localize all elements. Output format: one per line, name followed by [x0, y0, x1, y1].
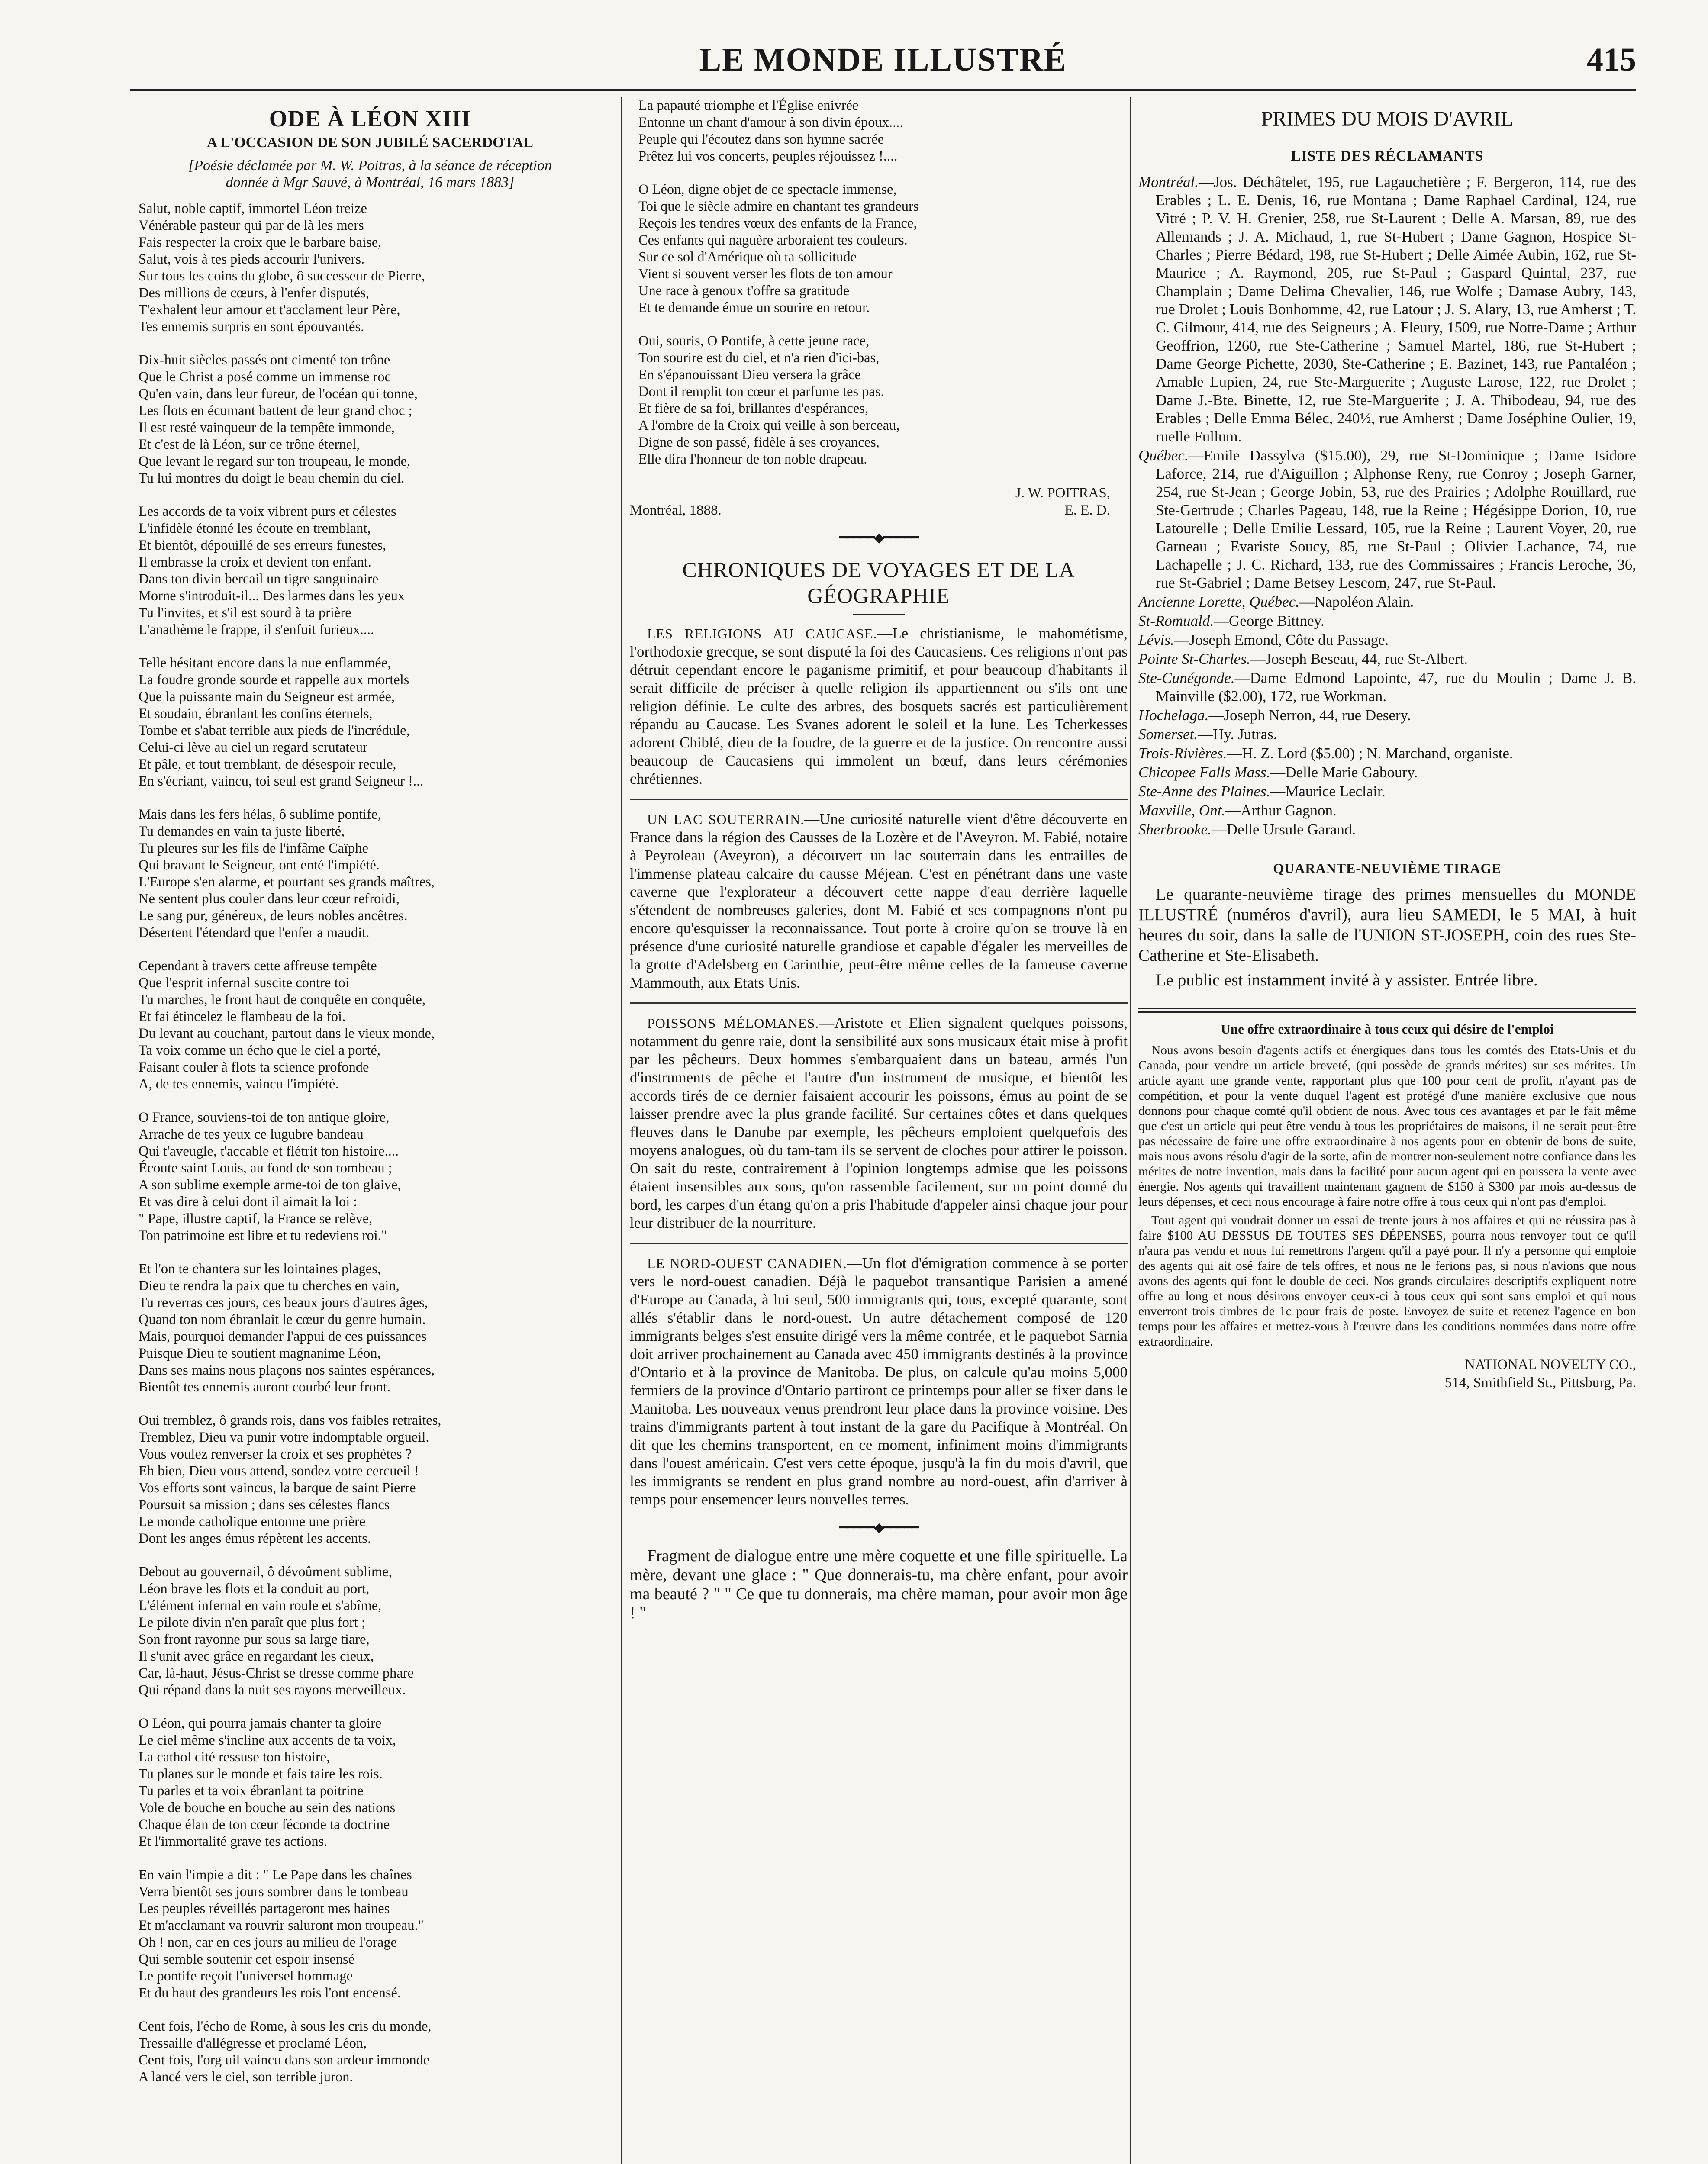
stanza [139, 1412, 610, 1547]
verse-line: Telle hésitant encore dans la nue enflammée, [139, 655, 391, 671]
stanza [139, 503, 610, 638]
primes-title: PRIMES DU MOIS D'AVRIL [1261, 107, 1514, 130]
verse-line: Arrache de tes yeux ce lugubre bandeau [139, 1127, 364, 1143]
verse-line: Toi que le siècle admire en chantant tes grandeurs [638, 199, 919, 214]
fragment-dialogue: Fragment de dialogue entre une mère coquette et une fille spirituelle. La mère, devant une glace : " Que donnerais-tu, ma chère enfant, pour avoir ma beauté ? " " Ce que tu donnerais, ma chère maman, pour avoir mon âge ! " [630, 1547, 1128, 1622]
entry-names: —Napoléon Alain. [1299, 593, 1414, 610]
verse-line: Eh bien, Dieu vous attend, sondez votre cercueil ! [139, 1463, 419, 1479]
verse-line: Il embrasse la croix et devient ton enfant. [139, 554, 371, 570]
stanza [139, 2018, 610, 2086]
offer-paragraph: Nous avons besoin d'agents actifs et énergiques dans tous les comtés des Etats-Unis et du Canada, pour vendre un article breveté, (qui possède de grands mérites) sur ses mérites. Un article ayant une grande vente, rapportant plus que 100 pour cent de profit, n'ayant pas de compétition, et pour la vente duquel l'agent est protégé d'une manière exclusive que nous donnons pour chaque comté qu'il obtient de nous. Avec tous ces avantages et par le fait même que c'est un article qui peut être vendu à tous les propriétaires de maisons, il ne serait peut-être pas nécessaire de faire une offre extraordinaire à nos agents pour en obtenir de bons de suite, mais nous avons résolu d'agir de la sorte, afin de montrer non-seulement notre confiance dans les mérites de notre invention, mais dans la facilité pour aucun agent qui en poussera la vente avec énergie. Nos agents qui travaillent maintenant gagnent de $150 à $300 par mois au-dessus de leurs dépenses, et ceci nous encourage à faire notre offre à tous ceux qui n'ont pas d'emploi. [1138, 1043, 1636, 1209]
stanza [638, 97, 1128, 165]
chronique-text: —Une curiosité naturelle vient d'être découverte en France dans la région des Causses de la Lozère et de l'Aveyron. M. Fabié, notaire à Peyroleau (Aveyron), a découvert un lac souterrain dans les entrailles de l'immense plateau calcaire du causse Méjean. C'est en pénétrant dans une vaste caverne que l'explorateur a découvert cette nappe d'eau derrière laquelle s'étendent de nombreuses galeries, dont M. Fabié et ses compagnons n'ont pu encore qu'esquisser la reconnaissance. Tout porte à croire qu'on se trouve là en présence d'une curiosité naturelle grandiose et capable d'égaler les merveilles de la grotte d'Adelsberg en Carinthie, peut-être même celles de la fameuse caverne Mammouth, aux Etats Unis. [630, 811, 1128, 991]
verse-line: Tombe et s'abat terrible aux pieds de l'incrédule, [139, 723, 410, 739]
verse-line: Qu'en vain, dans leur fureur, de l'océan qui tonne, [139, 386, 418, 402]
verse-line: Des millions de cœurs, à l'enfer disputés, [139, 285, 369, 301]
verse-line: Digne de son passé, fidèle à ses croyances, [638, 435, 880, 450]
verse-line: Les accords de ta voix vibrent purs et célestes [139, 504, 396, 520]
verse-line: O France, souviens-toi de ton antique gloire, [139, 1110, 390, 1126]
verse-line: Ton sourire est du ciel, et n'a rien d'ici-bas, [638, 350, 880, 366]
stanza [139, 806, 610, 941]
verse-line: Le pilote divin n'en paraît que plus fort ; [139, 1615, 365, 1631]
stanza [139, 1261, 610, 1396]
verse-line: Poursuit sa mission ; dans ses célestes flancs [139, 1497, 390, 1513]
verse-line: Léon brave les flots et la conduit au port, [139, 1581, 370, 1597]
reclamant-entry [1138, 447, 1636, 592]
reclamant-entry [1138, 173, 1636, 446]
verse-line: Morne s'introduit-il... Des larmes dans les yeux [139, 588, 405, 604]
verse-line: Que le Christ a posé comme un immense roc [139, 369, 391, 385]
chronique-heading: POISSONS MÉLOMANES. [647, 1015, 819, 1031]
verse-line: Quand ton nom ébranlait le cœur du genre humain. [139, 1312, 426, 1328]
verse-line: Prêtez lui vos concerts, peuples réjouissez !.... [638, 148, 898, 164]
verse-line: Cent fois, l'org uil vaincu dans son ardeur immonde [139, 2052, 430, 2068]
ode-subtitle: A L'OCCASION DE SON JUBILÉ SACERDOTAL [206, 135, 534, 151]
chronique-paragraph [630, 1014, 1128, 1232]
stanza [139, 1867, 610, 2002]
entry-names: —Joseph Beseau, 44, rue St-Albert. [1250, 650, 1468, 667]
column-primes [1138, 97, 1636, 1392]
tirage-text-2: Le public est instamment invité à y assister. Entrée libre. [1156, 971, 1538, 989]
verse-line: Ta voix comme un écho que le ciel a porté, [139, 1043, 381, 1059]
verse-line: Écoute saint Louis, au fond de son tombeau ; [139, 1160, 392, 1176]
stanza [638, 333, 1128, 468]
ornament-divider: ━━━━━◆━━━━━ [839, 1520, 918, 1535]
verse-line: Cependant à travers cette affreuse tempête [139, 958, 377, 974]
verse-line: Sur tous les coins du globe, ô successeur de Pierre, [139, 268, 425, 284]
chronique-heading: LE NORD-OUEST CANADIEN. [647, 1256, 847, 1271]
header-rule [130, 89, 1636, 91]
offer-body [1138, 1043, 1636, 1349]
liste-title: LISTE DES RÉCLAMANTS [1291, 148, 1484, 164]
entry-names: —George Bittney. [1214, 612, 1325, 629]
verse-line: Bientôt tes ennemis auront courbé leur front. [139, 1379, 391, 1395]
verse-line: Ces enfants qui naguère arboraient tes couleurs. [638, 232, 908, 248]
ode-signature [630, 484, 1128, 519]
verse-line: T'exhalent leur amour et t'acclament leur Père, [139, 302, 400, 318]
stanza [139, 352, 610, 487]
verse-line: Vous voulez renverser la croix et ses prophètes ? [139, 1446, 412, 1462]
entry-names: —Joseph Nerron, 44, rue Desery. [1208, 707, 1411, 724]
verse-line: Et du haut des grandeurs les rois l'ont encensé. [139, 1985, 401, 2001]
column-ode [130, 97, 610, 2102]
page-header [130, 41, 1636, 89]
verse-line: Les peuples réveillés partageront mes haines [139, 1901, 390, 1917]
verse-line: Tu pleures sur les fils de l'infâme Caïphe [139, 840, 368, 857]
entry-place: Maxville, Ont. [1138, 802, 1226, 819]
offer-title: Une offre extraordinaire à tous ceux qui désire de l'emploi [1221, 1021, 1554, 1037]
verse-line: Et te demande émue un sourire en retour. [638, 300, 870, 316]
place-date: Montréal, 1888. [630, 502, 722, 518]
verse-line: Les flots en écumant battent de leur grand choc ; [139, 403, 412, 419]
stanza [139, 1564, 610, 1699]
verse-line: A son sublime exemple arme-toi de ton glaive, [139, 1177, 401, 1193]
verse-line: Tremblez, Dieu va punir votre indomptable orgueil. [139, 1430, 429, 1446]
entry-names: —Emile Dassylva ($15.00), 29, rue St-Dominique ; Dame Isidore Laforce, 214, rue d'Aiguillon ; Alphonse Reny, rue Conroy ; Joseph Garner, 254, rue St-Jean ; George Jobin, 53, rue des Prairies ; Adolphe Rouillard, rue Ste-Gertrude ; Charles Pageau, 148, rue la Reine ; Hégésippe Dorion, 10, rue Latourelle ; Delle Emilie Lessard, 105, rue la Reine ; Laurent Voyer, 20, rue Garneau ; Evariste Soucy, 85, rue St-Paul ; Olivier Lachance, 74, rue Lachapelle ; J. C. Richard, 133, rue des Commissaires ; Francis Leroche, 36, rue St-Gabriel ; Dame Betsey Lescom, 247, rue St-Paul. [1156, 447, 1636, 591]
verse-line: Celui-ci lève au ciel un regard scrutateur [139, 740, 367, 756]
verse-line: Dans ton divin bercail un tigre sanguinaire [139, 571, 379, 587]
entry-place: Québec. [1138, 447, 1189, 464]
verse-line: Cent fois, l'écho de Rome, à sous les cris du monde, [139, 2019, 432, 2035]
verse-line: Que levant le regard sur ton troupeau, le monde, [139, 454, 411, 470]
entry-names: —H. Z. Lord ($5.00) ; N. Marchand, organiste. [1227, 745, 1513, 762]
chronique-text: —Un flot d'émigration commence à se porter vers le nord-ouest canadien. Déjà le paquebot transantique Parisien a amené d'Europe au Canada, à lui seul, 500 immigrants qui, tous, excepté quarante, sont allés s'établir dans le nord-ouest. Un autre détachement composé de 120 immigrants belges s'est ensuite dirigé vers la même contrée, et le paquebot Sarnia doit arriver prochainement au Canada avec 450 immigrants destinés à la province d'Ontario et à la province de Manitoba. De plus, on calcule qu'au moins 5,000 fermiers de la province d'Ontario partiront ce printemps pour aller se fixer dans le Manitoba. Les nouveaux venus prendront leur place dans la province voisine. Des trains d'immigrants partent à tout instant de la gare du Pacifique à Montréal. On dit que les chemins transportent, en ce moment, infiniment moins d'immigrants dans l'ouest américain. C'est vers cette époque, jusqu'à la fin du mois d'avril, que les immigrants se rendent en plus grand nombre au nord-ouest, afin d'arriver à temps pour ensemencer leurs nouvelles terres. [630, 1255, 1128, 1508]
verse-line: Vient si souvent verser les flots de ton amour [638, 266, 893, 282]
entry-place: Ste-Anne des Plaines. [1138, 783, 1270, 800]
verse-line: " Pape, illustre captif, la France se relève, [139, 1211, 373, 1227]
initials: E. E. D. [1064, 502, 1110, 518]
section-rule [630, 1002, 1128, 1004]
verse-line: Et fai étincelez le flambeau de la foi. [139, 1009, 346, 1025]
section-rule [630, 799, 1128, 800]
verse-line: Tu lui montres du doigt le beau chemin du ciel. [139, 470, 405, 486]
verse-line: Et m'acclamant va rouvrir saluront mon troupeau." [139, 1918, 424, 1934]
verse-line: Du levant au couchant, partout dans le vieux monde, [139, 1026, 435, 1042]
verse-line: Ton patrimoine est libre et tu redeviens roi." [139, 1228, 387, 1244]
verse-line: Reçois les tendres vœux des enfants de la France, [638, 216, 917, 231]
verse-line: La foudre gronde sourde et rappelle aux mortels [139, 672, 409, 688]
offer-paragraph: Tout agent qui voudrait donner un essai de trente jours à nos affaires et qui ne réussira pas à faire $100 AU DESSUS DE TOUTES SES DÉPENSES, pourra nous renvoyer tout ce qu'il n'aura pas vendu et nous lui remettrons l'argent qu'il a payé pour. Il n'y a personne qui emploie des agents qui ait osé faire de tels offres, et nous ne le ferions pas, si nous n'avions que nous avons des agents qui font le double de ceci. Nos grands circulaires descriptifs expliquent notre offre au long et nous désirons envoyer ceux-ci à tous ceux qui sont sans emploi et qui nous enverront trois timbres de 1c pour frais de poste. Envoyez de suite et retenez l'agence en bon temps pour les affaires et mettez-vous à l'œuvre dans les conditions nommées dans notre offre extraordinaire. [1138, 1214, 1636, 1349]
chronique-paragraph [630, 810, 1128, 992]
verse-line: Il est resté vainqueur de la tempête immonde, [139, 420, 395, 436]
entry-place: Chicopee Falls Mass. [1138, 764, 1270, 781]
verse-line: Et pâle, et tout tremblant, de désespoir recule, [139, 757, 396, 773]
verse-line: Et bientôt, dépouillé de ses erreurs funestes, [139, 538, 387, 554]
entry-place: Trois-Rivières. [1138, 745, 1227, 762]
ode-stanzas-continued [630, 97, 1128, 468]
entry-names: —Arthur Gagnon. [1225, 802, 1337, 819]
verse-line: Entonne un chant d'amour à son divin époux.... [638, 115, 903, 130]
reclamant-entry [1138, 821, 1636, 839]
verse-line: Oh ! non, car en ces jours au milieu de l'orage [139, 1935, 397, 1951]
verse-line: A lancé vers le ciel, son terrible juron. [139, 2069, 353, 2085]
verse-line: Tu marches, le front haut de conquête en conquête, [139, 992, 426, 1008]
entry-place: Sherbrooke. [1138, 821, 1212, 838]
reclamant-entry [1138, 706, 1636, 725]
verse-line: Le ciel même s'incline aux accents de ta voix, [139, 1732, 396, 1749]
verse-line: Dix-huit siècles passés ont cimenté ton trône [139, 352, 390, 368]
stanza [139, 200, 610, 335]
stanza [638, 181, 1128, 316]
stanza [139, 1109, 610, 1244]
verse-line: L'élément infernal en vain roule et s'abîme, [139, 1598, 382, 1614]
verse-line: Et vas dire à celui dont il aimait la loi : [139, 1194, 358, 1210]
ode-stanzas [130, 200, 610, 2086]
tirage-text: Le quarante-neuvième tirage des primes mensuelles du MONDE ILLUSTRÉ (numéros d'avril), aura lieu SAMEDI, le 5 MAI, à huit heures du soir, dans la salle de l'UNION ST-JOSEPH, coin des rues Ste-Catherine et Ste-Elisabeth. [1138, 885, 1636, 965]
reclamant-entry [1138, 802, 1636, 820]
author-name: J. W. POITRAS, [1015, 485, 1110, 501]
verse-line: Car, là-haut, Jésus-Christ se dresse comme phare [139, 1665, 414, 1681]
reclamant-entry [1138, 783, 1636, 801]
verse-line: Ne sentent plus couler dans leur cœur refroidi, [139, 891, 400, 907]
verse-line: En s'écriant, vaincu, toi seul est grand Seigneur !... [139, 773, 424, 789]
verse-line: L'anathème le frappe, il s'enfuit furieux.... [139, 622, 374, 638]
verse-line: Tu planes sur le monde et fais taire les rois. [139, 1766, 383, 1782]
verse-line: Oui, souris, O Pontife, à cette jeune race, [638, 333, 870, 349]
column-divider [621, 97, 622, 2164]
verse-line: Qui bravant le Seigneur, ont enté l'impiété. [139, 857, 380, 873]
entry-place: St-Romuald. [1138, 612, 1214, 629]
verse-line: Tu demandes en vain ta juste liberté, [139, 824, 345, 840]
newspaper-title: LE MONDE ILLUSTRÉ [699, 42, 1067, 78]
verse-line: En s'épanouissant Dieu versera la grâce [638, 367, 861, 383]
entry-names: —Maurice Leclair. [1270, 783, 1386, 800]
verse-line: Vénérable pasteur qui par de là les mers [139, 218, 364, 234]
verse-line: L'infidèle étonné les écoute en tremblant, [139, 521, 371, 537]
verse-line: Tu reverras ces jours, ces beaux jours d'autres âges, [139, 1295, 428, 1311]
reclamant-entry [1138, 725, 1636, 744]
verse-line: Peuple qui l'écoutez dans son hymne sacrée [638, 132, 884, 147]
verse-line: La cathol cité ressuse ton histoire, [139, 1749, 330, 1765]
entry-place: Ste-Cunégonde. [1138, 670, 1235, 686]
verse-line: Il s'unit avec grâce en regardant les cieux, [139, 1649, 374, 1665]
verse-line: Désertent l'étendard que l'enfer a maudit. [139, 925, 370, 941]
verse-line: Fais respecter la croix que le barbare baise, [139, 235, 382, 251]
company-address: 514, Smithfield St., Pittsburg, Pa. [1444, 1375, 1636, 1391]
reclamant-entry [1138, 669, 1636, 705]
tirage-title: QUARANTE-NEUVIÈME TIRAGE [1273, 860, 1502, 876]
chronique-text: —Aristote et Elien signalent quelques poissons, notamment du genre raie, dont la sensibilité aux sons musicaux était mise à profit par les pêcheurs. Deux hommes s'embarquaient dans un bateau, armés l'un d'instruments de pêche et l'autre d'un instrument de musique, et bientôt les accords tirés de ce dernier faisaient accourir les poissons, émus au point de se laisser prendre avec la plus grande facilité. Sur certaines côtes et dans quelques fleuves dans le Danube par exemple, les pêcheurs emploient quelquefois des moyens analogues, où du tam-tam ils se servent de cloches pour attirer le poisson. On sait du reste, contrairement à l'opinion longtemps admise que les poissons étaient insensibles aux sons, qu'on rassemble facilement, sur un point donné du bord, les carpes d'un étang qu'on a pris l'habitude d'appeler ainsi chaque jour pour leur distribuer de la nourriture. [630, 1014, 1128, 1231]
chroniques-title: CHRONIQUES DE VOYAGES ET DE LA GÉOGRAPHIE [682, 557, 1075, 608]
verse-line: Qui semble soutenir cet espoir insensé [139, 1951, 355, 1968]
chronique-paragraph [630, 1254, 1128, 1509]
verse-line: Et fière de sa foi, brillantes d'espérances, [638, 401, 869, 416]
verse-line: Debout au gouvernail, ô dévoûment sublime, [139, 1564, 392, 1580]
column-divider [1130, 97, 1131, 2164]
verse-line: Qui répand dans la nuit ses rayons merveilleux. [139, 1682, 406, 1698]
verse-line: Salut, noble captif, immortel Léon treize [139, 201, 367, 217]
verse-line: Vos efforts sont vaincus, la barque de saint Pierre [139, 1480, 416, 1496]
stanza [139, 958, 610, 1093]
verse-line: Le pontife reçoit l'universel hommage [139, 1968, 353, 1984]
verse-line: Dieu te rendra la paix que tu cherches en vain, [139, 1278, 400, 1294]
offer-signature [1138, 1356, 1636, 1392]
entry-place: Ancienne Lorette, Québec. [1138, 593, 1299, 610]
reclamant-entry [1138, 631, 1636, 649]
verse-line: Que l'esprit infernal suscite contre toi [139, 975, 349, 991]
verse-line: A, de tes ennemis, vaincu l'impiété. [139, 1076, 339, 1092]
double-rule [1138, 1008, 1636, 1013]
verse-line: Le monde catholique entonne une prière [139, 1514, 366, 1530]
ornament-divider: ━━━━━◆━━━━━ [839, 531, 918, 545]
ode-note: [Poésie déclamée par M. W. Poitras, à la séance de réception donnée à Mgr Sauvé, à Montréal, 16 mars 1883] [188, 158, 552, 191]
verse-line: Dont il remplit ton cœur et parfume tes pas. [638, 384, 884, 399]
verse-line: Qui t'aveugle, t'accable et flétrit ton histoire.... [139, 1143, 399, 1159]
entry-names: —Hy. Jutras. [1198, 726, 1277, 743]
verse-line: Puisque Dieu te soutient magnanime Léon, [139, 1346, 381, 1362]
entry-place: Pointe St-Charles. [1138, 650, 1250, 667]
title-rule [853, 614, 905, 615]
stanza [139, 1715, 610, 1850]
verse-line: Le sang pur, généreux, de leurs nobles ancêtres. [139, 908, 408, 924]
ode-title: ODE À LÉON XIII [269, 106, 471, 132]
entry-place: Montréal. [1138, 174, 1199, 190]
verse-line: Tes ennemis surpris en sont épouvantés. [139, 319, 364, 335]
verse-line: Une race à genoux t'offre sa gratitude [638, 283, 850, 299]
section-rule [630, 1243, 1128, 1244]
verse-line: Vole de bouche en bouche au sein des nations [139, 1800, 396, 1816]
verse-line: O Léon, qui pourra jamais chanter ta gloire [139, 1716, 382, 1732]
entry-names: —Jos. Déchâtelet, 195, rue Lagauchetière ; F. Bergeron, 114, rue des Erables ; L. E. Denis, 16, rue Montana ; Dame Raphael Cardinal, 124, rue Vitré ; P. V. H. Grenier, 258, rue St-Laurent ; Delle A. Marsan, 89, rue des Allemands ; J. A. Michaud, 1, rue St-Hubert ; Dame Gagnon, Hospice St-Charles ; Pierre Bédard, 198, rue St-Hubert ; Delle Aimée Aubin, 162, rue St-Maurice ; A. Raymond, 205, rue St-Paul ; Gaspard Quintal, 237, rue Champlain ; Dame Delima Chevalier, 146, rue Wolfe ; Damase Aubry, 143, rue Drolet ; Louis Bonhomme, 42, rue Latour ; J. S. Alary, 13, rue Amherst ; T. C. Gilmour, 414, rue des Seigneurs ; A. Fleury, 1509, rue Notre-Dame ; Arthur Geoffrion, 1260, rue Ste-Catherine ; Samuel Martel, 186, rue St-Hubert ; Dame George Pichette, 2030, Ste-Catherine ; E. Bazinet, 143, rue Pantaléon ; Amable Lupien, 24, rue Ste-Marguerite ; Auguste Larose, 122, rue Drolet ; Dame J.-Bte. Binette, 12, rue Ste-Marguerite ; J. A. Thibodeau, 94, rue des Erables ; Delle Emma Bélec, 240½, rue Amherst ; Dame Joséphine Oulier, 19, ruelle Fullum. [1156, 174, 1636, 445]
verse-line: Mais, pourquoi demander l'appui de ces puissances [139, 1329, 427, 1345]
verse-line: Tu parles et ta voix ébranlant ta poitrine [139, 1783, 364, 1799]
verse-line: Son front rayonne pur sous sa large tiare, [139, 1632, 370, 1648]
chroniques-items [630, 625, 1128, 1509]
verse-line: Et soudain, ébranlant les confins éternels, [139, 706, 373, 722]
stanza [139, 655, 610, 790]
verse-line: L'Europe s'en alarme, et pourtant ses grands maîtres, [139, 874, 435, 890]
verse-line: Verra bientôt ses jours sombrer dans le tombeau [139, 1884, 409, 1900]
verse-line: Faisant couler à flots ta science profonde [139, 1059, 369, 1076]
entry-names: —Dame Edmond Lapointe, 47, rue du Moulin ; Dame J. B. Mainville ($2.00), 172, rue Workman. [1156, 670, 1636, 705]
entry-place: Lévis. [1138, 631, 1174, 648]
reclamants-list [1138, 173, 1636, 839]
verse-line: En vain l'impie a dit : " Le Pape dans les chaînes [139, 1867, 412, 1883]
entry-names: —Delle Marie Gaboury. [1270, 764, 1418, 781]
verse-line: Que la puissante main du Seigneur est armée, [139, 689, 395, 705]
verse-line: Et l'on te chantera sur les lointaines plages, [139, 1261, 381, 1277]
column-chroniques [630, 97, 1128, 1623]
chronique-paragraph [630, 625, 1128, 788]
reclamant-entry [1138, 744, 1636, 763]
chronique-heading: UN LAC SOUTERRAIN. [647, 812, 805, 827]
verse-line: Et c'est de là Léon, sur ce trône éternel, [139, 437, 360, 453]
verse-line: Salut, vois à tes pieds accourir l'univers. [139, 251, 365, 267]
verse-line: Sur ce sol d'Amérique où ta sollicitude [638, 249, 857, 265]
verse-line: Chaque élan de ton cœur féconde ta doctrine [139, 1817, 390, 1833]
company-name: NATIONAL NOVELTY CO., [1465, 1357, 1636, 1372]
reclamant-entry [1138, 650, 1636, 668]
page-number: 415 [1587, 42, 1636, 78]
verse-line: Et l'immortalité grave tes actions. [139, 1834, 328, 1850]
reclamant-entry [1138, 612, 1636, 630]
chronique-text: —Le christianisme, le mahométisme, l'orthodoxie grecque, se sont disputé la foi des Caucasiens. Ces religions n'ont pas détruit cependant encore le paganisme primitif, et pour beaucoup d'habitants il serait difficile de préciser à quelle religion ils appartiennent ou s'ils ont une religion définie. Le culte des arbres, des bosquets sacrés est particulièrement répandu au Caucase. Les Svanes adorent le soleil et la lune. Les Tcherkesses adorent Chiblé, dieu de la foudre, de la guerre et de la justice. On rencontre aussi beaucoup de Caucasiens qui immolent un bœuf, dans leurs cérémonies chrétiennes. [630, 625, 1128, 787]
verse-line: La papauté triomphe et l'Église enivrée [638, 98, 859, 113]
verse-line: Mais dans les fers hélas, ô sublime pontife, [139, 807, 381, 823]
reclamant-entry [1138, 593, 1636, 611]
entry-names: —Joseph Emond, Côte du Passage. [1174, 631, 1389, 648]
entry-place: Somerset. [1138, 726, 1198, 743]
verse-line: Dont les anges émus répètent les accents. [139, 1531, 371, 1547]
entry-names: —Delle Ursule Garand. [1211, 821, 1356, 838]
verse-line: Tressaille d'allégresse et proclamé Léon, [139, 2035, 367, 2051]
verse-line: Tu l'invites, et s'il est sourd à ta prière [139, 605, 351, 621]
verse-line: Dans ses mains nous plaçons nos saintes espérances, [139, 1362, 435, 1378]
verse-line: Oui tremblez, ô grands rois, dans vos faibles retraites, [139, 1413, 442, 1429]
reclamant-entry [1138, 763, 1636, 782]
chronique-heading: LES RELIGIONS AU CAUCASE. [647, 626, 877, 641]
verse-line: Elle dira l'honneur de ton noble drapeau. [638, 451, 867, 467]
entry-place: Hochelaga. [1138, 707, 1209, 724]
verse-line: O Léon, digne objet de ce spectacle immense, [638, 182, 897, 197]
verse-line: A l'ombre de la Croix qui veille à son berceau, [638, 418, 900, 433]
